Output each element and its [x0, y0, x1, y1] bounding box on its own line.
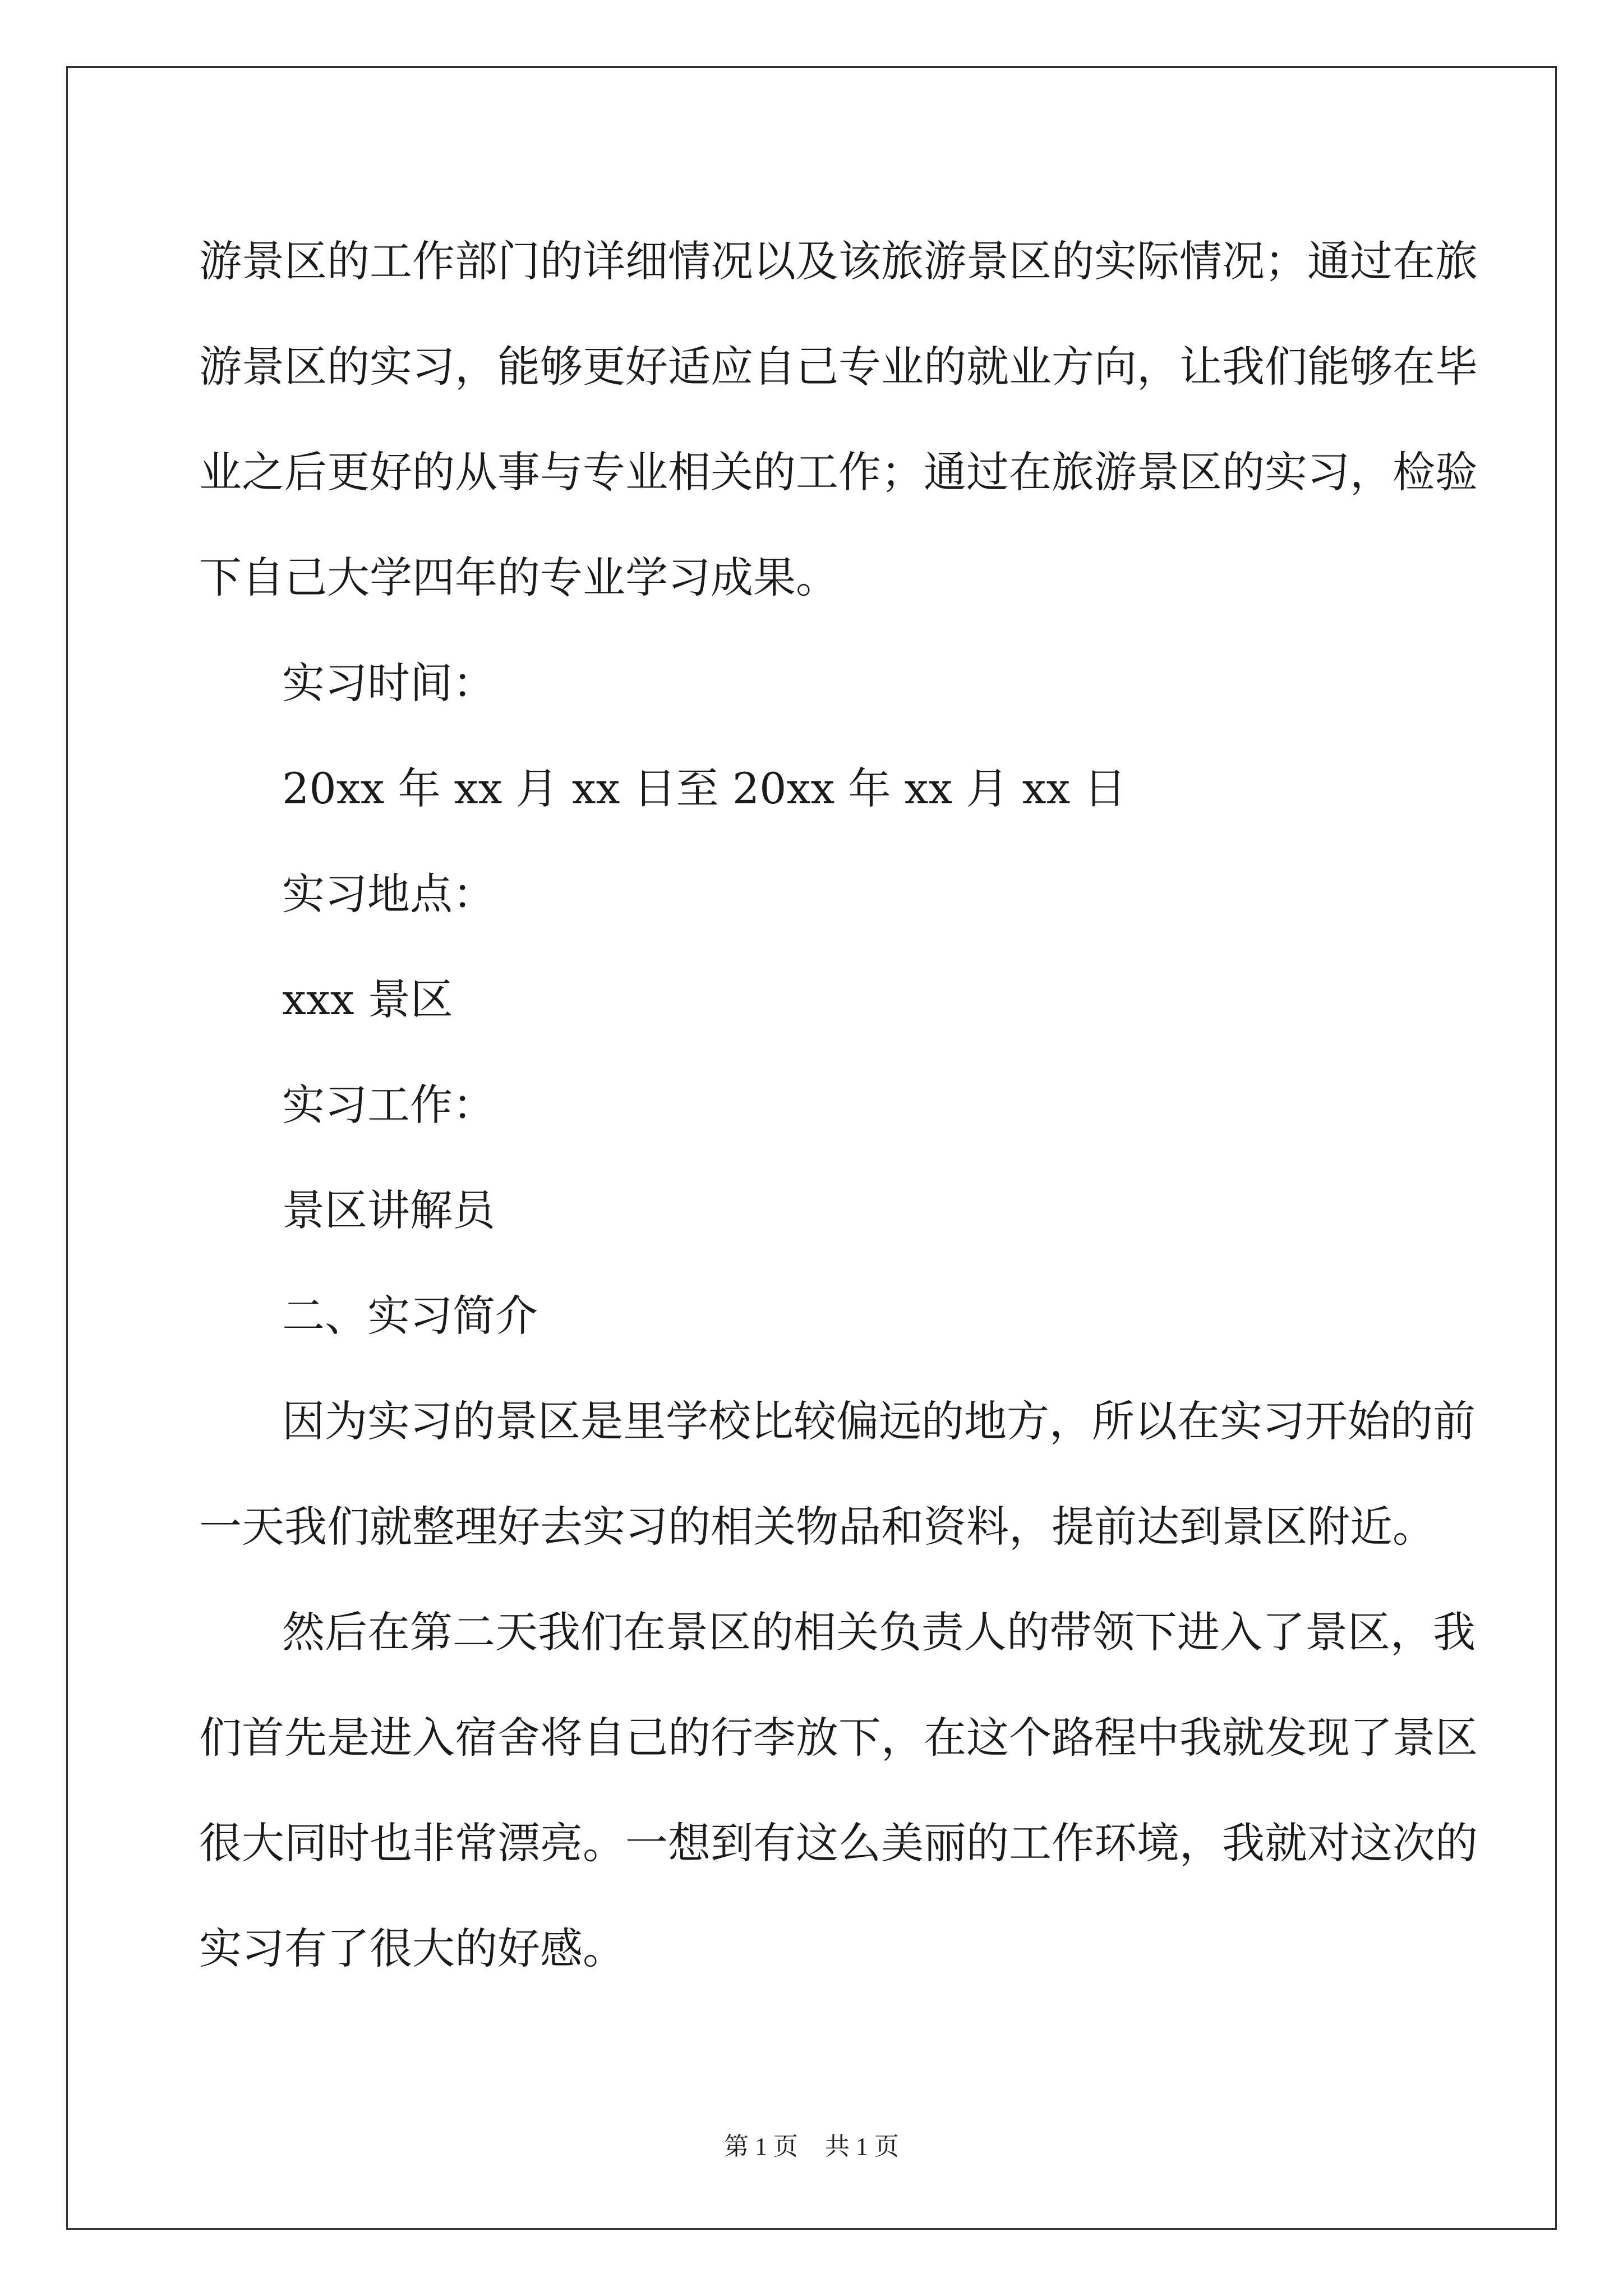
body-text-line: 因为实习的景区是里学校比较偏远的地方，所以在实习开始的前	[282, 1396, 1476, 1446]
body-text-line: 实习有了很大的好感。	[199, 1924, 625, 1973]
body-text-line: 一天我们就整理好去实习的相关物品和资料，提前达到景区附近。	[199, 1502, 1435, 1552]
internship-time-label: 实习时间：	[282, 658, 495, 708]
body-text-line: 游景区的实习，能够更好适应自己专业的就业方向，让我们能够在毕	[199, 342, 1478, 392]
body-text-line: 下自己大学四年的专业学习成果。	[199, 553, 838, 602]
internship-place-label: 实习地点：	[282, 869, 495, 919]
internship-place-value: xxx 景区	[282, 974, 453, 1024]
document-body	[199, 209, 1478, 2001]
page-footer	[0, 2126, 1623, 2162]
body-text-line: 很大同时也非常漂亮。一想到有这么美丽的工作环境，我就对这次的	[199, 1818, 1478, 1868]
body-text-line: 们首先是进入宿舍将自己的行李放下，在这个路程中我就发现了景区	[199, 1713, 1478, 1763]
body-text-line: 然后在第二天我们在景区的相关负责人的带领下进入了景区，我	[282, 1607, 1476, 1657]
internship-work-value: 景区讲解员	[282, 1185, 495, 1235]
page-number-total: 共 1 页	[825, 2133, 899, 2160]
internship-work-label: 实习工作：	[282, 1080, 495, 1130]
section-heading: 二、实习简介	[282, 1291, 538, 1341]
body-text-line: 游景区的工作部门的详细情况以及该旅游景区的实际情况；通过在旅	[199, 236, 1478, 286]
internship-time-value: 20xx 年 xx 月 xx 日至 20xx 年 xx 月 xx 日	[282, 763, 1127, 813]
body-text-line: 业之后更好的从事与专业相关的工作；通过在旅游景区的实习，检验	[199, 447, 1478, 497]
page-number-current: 第 1 页	[724, 2133, 798, 2160]
